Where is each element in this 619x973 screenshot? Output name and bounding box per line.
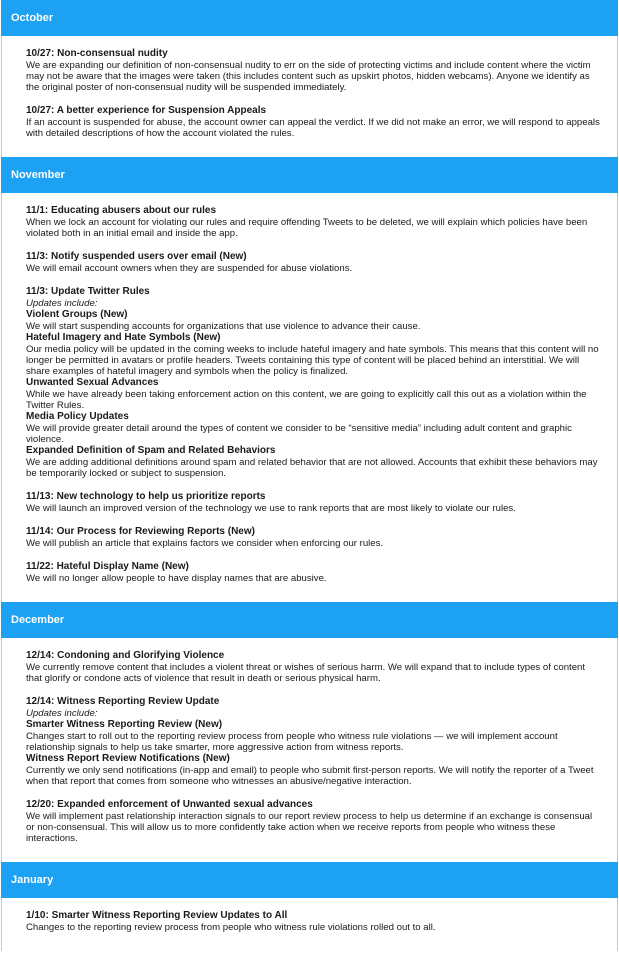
entry-title: 1/10: Smarter Witness Reporting Review Updates to All [26, 910, 288, 921]
entry-text: We will publish an article that explains factors we consider when enforcing our rules. [26, 538, 384, 549]
month-section-january [1, 898, 618, 951]
entry-text: We currently remove content that includes a violent threat or wishes of serious harm. We will expand that to include types of content that glorify or condone acts of violence that result in death or serious physical harm. [26, 662, 586, 684]
entry [26, 696, 603, 787]
entry-title: 12/14: Condoning and Glorifying Violence [26, 650, 225, 661]
entry-title: 11/13: New technology to help us prioritize reports [26, 491, 266, 502]
entry [26, 561, 603, 584]
entry-title: 10/27: A better experience for Suspension Appeals [26, 105, 267, 116]
entry [26, 286, 603, 479]
entry [26, 48, 603, 93]
updates-label: Updates include: [26, 708, 98, 719]
month-header-december: December [1, 602, 618, 638]
sub-title: Unwanted Sexual Advances [26, 377, 159, 388]
sub-title: Expanded Definition of Spam and Related Behaviors [26, 445, 276, 456]
month-section-november [1, 193, 618, 602]
entry-text: Changes to the reporting review process from people who witness rule violations rolled out to all. [26, 922, 436, 933]
updates-label: Updates include: [26, 298, 98, 309]
sub-text: We will start suspending accounts for organizations that use violence to advance their cause. [26, 321, 421, 332]
month-header-november: November [1, 157, 618, 193]
sub-text: Changes start to roll out to the reporting review process from people who witness rule violations — we will implement account relationship signals to help us take smarter, more aggressive action from witness reports. [26, 731, 558, 753]
entry-text: When we lock an account for violating our rules and require offending Tweets to be deleted, we will explain which policies have been violated both in an initial email and inside the app. [26, 217, 588, 239]
sub-text: Our media policy will be updated in the coming weeks to include hateful imagery and hate symbols. This means that this content will no longer be permitted in avatars or profile headers. Tweets containing this type of content will be placed behind an interstitial. We will share examples of hateful imagery and symbols when the policy is finalized. [26, 344, 599, 377]
entry [26, 251, 603, 274]
entry-title: 11/3: Notify suspended users over email (New) [26, 251, 247, 262]
entry-title: 12/14: Witness Reporting Review Update [26, 696, 220, 707]
entry-title: 10/27: Non-consensual nudity [26, 48, 168, 59]
entry-title: 11/1: Educating abusers about our rules [26, 205, 217, 216]
sub-title: Violent Groups (New) [26, 309, 128, 320]
month-header-january: January [1, 862, 618, 898]
sub-title: Hateful Imagery and Hate Symbols (New) [26, 332, 221, 343]
sub-text: We are adding additional definitions around spam and related behavior that are not allowed. Accounts that exhibit these behaviors may be temporarily locked or subject to suspension. [26, 457, 598, 479]
entry-title: 11/3: Update Twitter Rules [26, 286, 150, 297]
entry-text: We will launch an improved version of the technology we use to rank reports that are most likely to violate our rules. [26, 503, 516, 514]
entry [26, 910, 603, 933]
entry-text: We will no longer allow people to have display names that are abusive. [26, 573, 327, 584]
sub-title: Media Policy Updates [26, 411, 129, 422]
sub-text: While we have already been taking enforcement action on this content, we are going to explicitly call this out as a violation within the Twitter Rules. [26, 389, 587, 411]
entry [26, 526, 603, 549]
sub-text: Currently we only send notifications (in-app and email) to people who submit first-person reports. We will notify the reporter of a Tweet when that report that comes from someone who witnesses an abusive/negative interaction. [26, 765, 594, 787]
entry [26, 799, 603, 844]
entry-text: We will implement past relationship interaction signals to our report review process to help us determine if an exchange is consensual or non-consensual. This will allow us to more confidently take action when we receive reports from people who witness these interactions. [26, 811, 593, 844]
month-section-december [1, 638, 618, 862]
sub-title: Smarter Witness Reporting Review (New) [26, 719, 223, 730]
entry-title: 11/14: Our Process for Reviewing Reports (New) [26, 526, 255, 537]
entry [26, 491, 603, 514]
entry-title: 11/22: Hateful Display Name (New) [26, 561, 189, 572]
entry [26, 205, 603, 239]
entry-text: We will email account owners when they are suspended for abuse violations. [26, 263, 353, 274]
entry-text: If an account is suspended for abuse, the account owner can appeal the verdict. If we did not make an error, we will respond to appeals with detailed descriptions of how the account violated the rules. [26, 117, 600, 139]
month-section-october [1, 36, 618, 157]
sub-title: Witness Report Review Notifications (New) [26, 753, 230, 764]
entry [26, 105, 603, 139]
month-header-october: October [1, 0, 618, 36]
entry [26, 650, 603, 684]
entry-title: 12/20: Expanded enforcement of Unwanted sexual advances [26, 799, 313, 810]
policy-timeline [1, 0, 618, 951]
sub-text: We will provide greater detail around the types of content we consider to be “sensitive media” including adult content and graphic violence. [26, 423, 572, 445]
entry-text: We are expanding our definition of non-consensual nudity to err on the side of protecting victims and include content where the victim may not be aware that the images were taken (this includes content such as upskirt photos, hidden webcams). Anyone we identify as the original poster of non-consensual nudity will be suspended immediately. [26, 60, 591, 93]
